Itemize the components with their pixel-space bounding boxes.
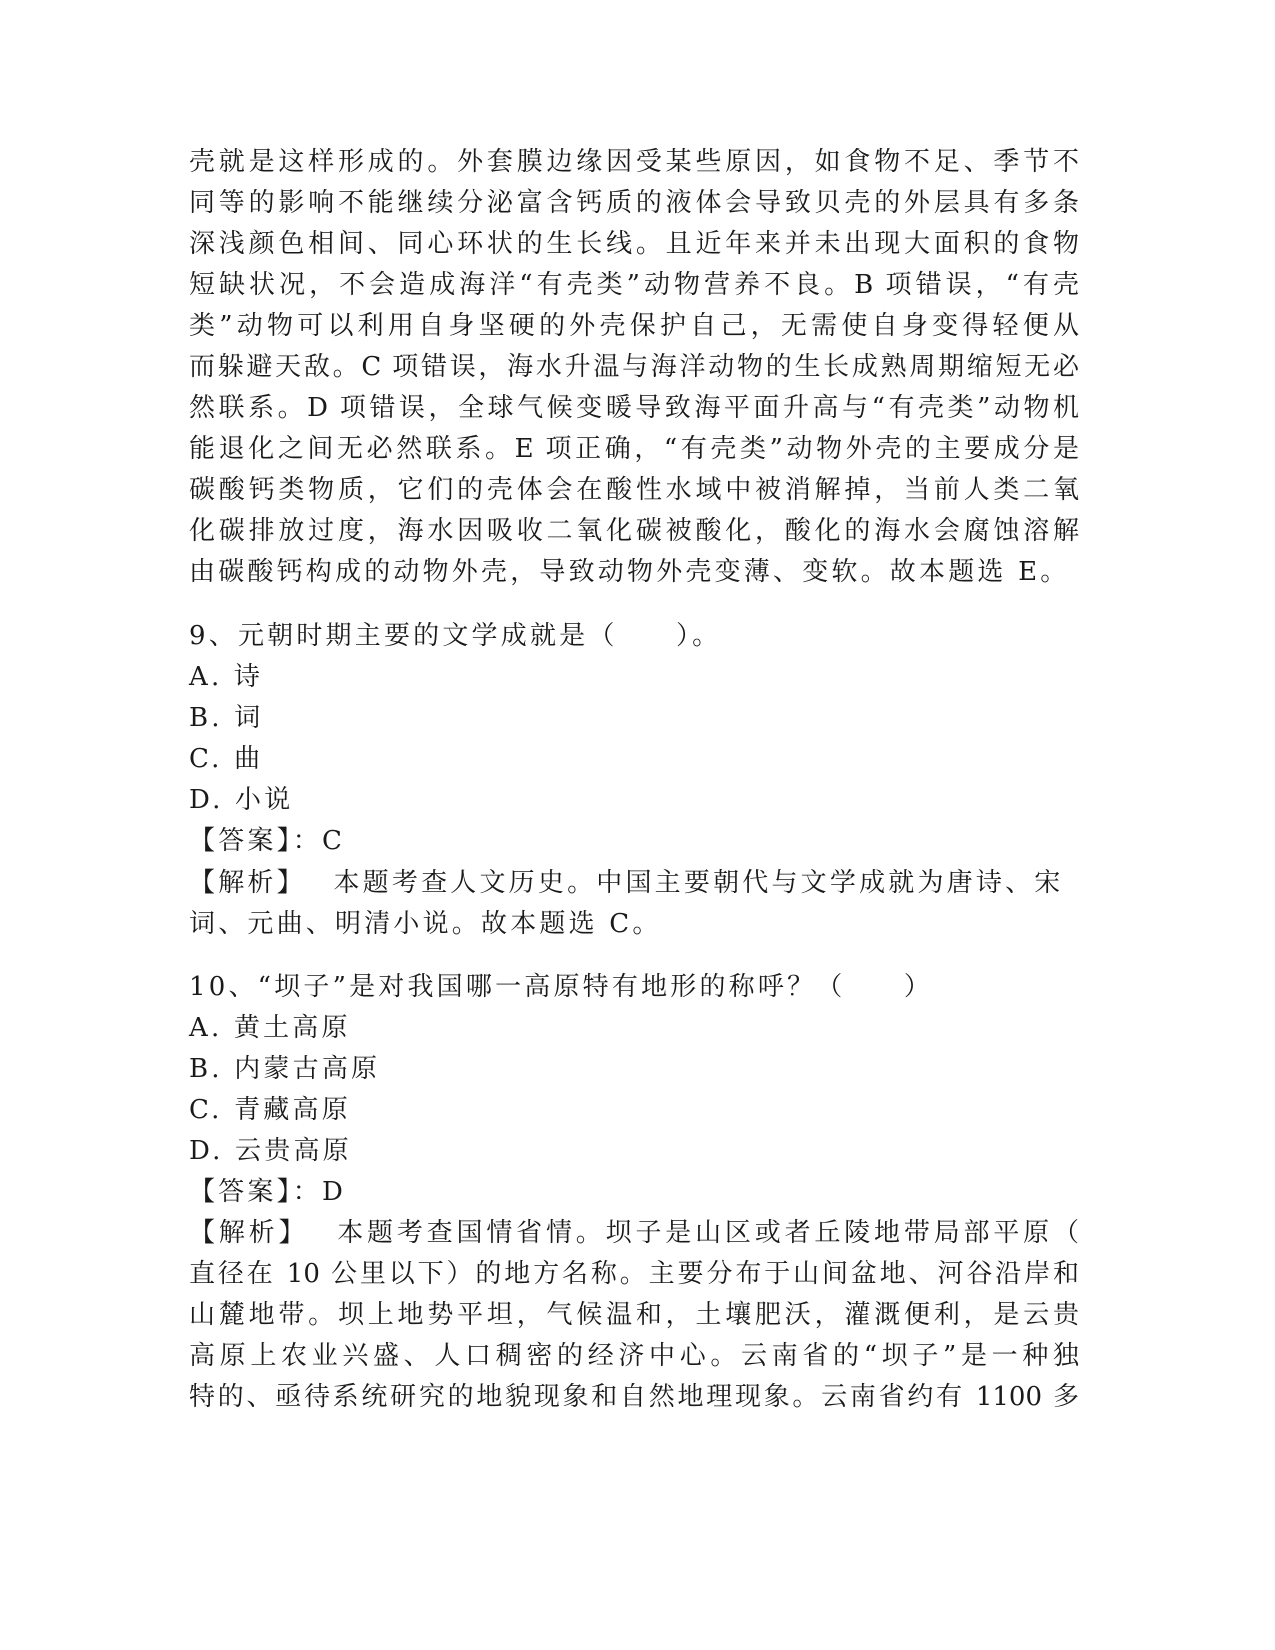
paragraph-line: 而躲避天敌。C 项错误，海水升温与海洋动物的生长成熟周期缩短无必 [189, 352, 1079, 382]
option-d: D. 云贵高原 [189, 1136, 352, 1166]
paragraph-line: 深浅颜色相间、同心环状的生长线。且近年来并未出现大面积的食物 [189, 229, 1079, 259]
analysis-line: 【解析】 本题考查人文历史。中国主要朝代与文学成就为唐诗、宋 [189, 868, 1064, 898]
analysis-line: 高原上农业兴盛、人口稠密的经济中心。云南省的“坝子”是一种独 [189, 1341, 1079, 1371]
analysis-line: 山麓地带。坝上地势平坦，气候温和，土壤肥沃，灌溉便利，是云贵 [189, 1300, 1079, 1330]
paragraph-line: 短缺状况，不会造成海洋“有壳类”动物营养不良。B 项错误，“有壳 [189, 270, 1079, 300]
paragraph-line: 化碳排放过度，海水因吸收二氧化碳被酸化，酸化的海水会腐蚀溶解 [189, 516, 1079, 546]
option-b: B. 内蒙古高原 [189, 1054, 381, 1084]
paragraph-line: 由碳酸钙构成的动物外壳，导致动物外壳变薄、变软。故本题选 E。 [189, 557, 1070, 587]
paragraph-line: 然联系。D 项错误，全球气候变暖导致海平面升高与“有壳类”动物机 [189, 393, 1079, 423]
paragraph-line: 类”动物可以利用自身坚硬的外壳保护自己，无需使自身变得轻便从 [189, 311, 1079, 341]
paragraph-line: 能退化之间无必然联系。E 项正确，“有壳类”动物外壳的主要成分是 [189, 434, 1079, 464]
paragraph-line: 壳就是这样形成的。外套膜边缘因受某些原因，如食物不足、季节不 [189, 147, 1079, 177]
option-c: C. 曲 [189, 744, 264, 774]
option-a: A. 诗 [189, 662, 264, 692]
analysis-line: 词、元曲、明清小说。故本题选 C。 [189, 909, 662, 939]
answer: 【答案】：D [189, 1177, 347, 1207]
question-text: 9、元朝时期主要的文学成就是（ ）。 [189, 621, 722, 651]
answer: 【答案】：C [189, 826, 346, 856]
analysis-line: 直径在 10 公里以下）的地方名称。主要分布于山间盆地、河谷沿岸和 [189, 1259, 1079, 1289]
paragraph-line: 碳酸钙类物质，它们的壳体会在酸性水域中被消解掉，当前人类二氧 [189, 475, 1079, 505]
option-d: D. 小说 [189, 785, 294, 815]
option-b: B. 词 [189, 703, 264, 733]
analysis-line: 特的、亟待系统研究的地貌现象和自然地理现象。云南省约有 1100 多 [189, 1382, 1079, 1412]
question-text: 10、“坝子”是对我国哪一高原特有地形的称呼？（ ） [189, 972, 934, 1002]
paragraph-line: 同等的影响不能继续分泌富含钙质的液体会导致贝壳的外层具有多条 [189, 188, 1079, 218]
analysis-line: 【解析】 本题考查国情省情。坝子是山区或者丘陵地带局部平原（ [189, 1218, 1079, 1248]
option-c: C. 青藏高原 [189, 1095, 351, 1125]
option-a: A. 黄土高原 [189, 1013, 351, 1043]
